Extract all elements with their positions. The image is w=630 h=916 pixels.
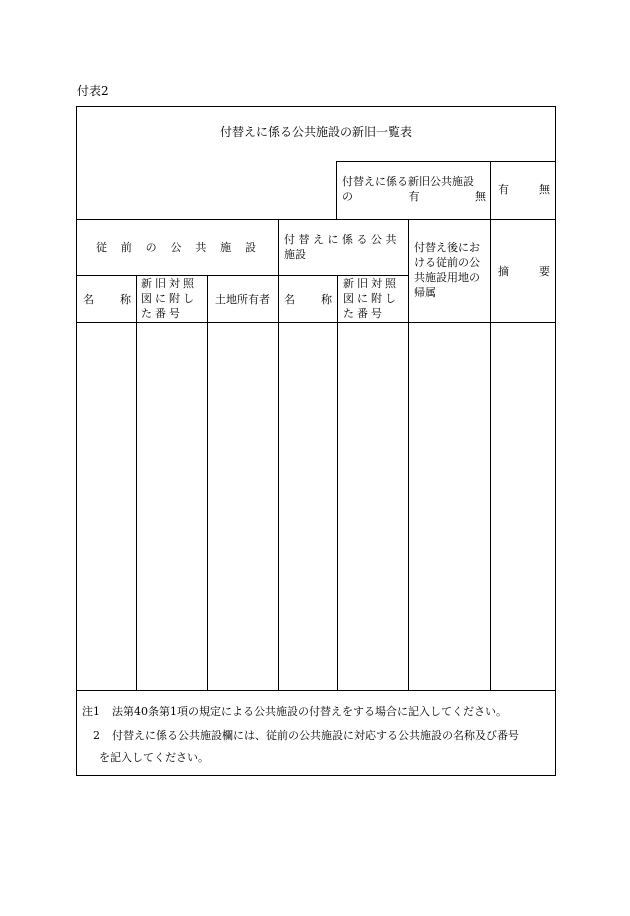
remarks-header [498,264,550,279]
new-facilities-header-line2: 施設 [284,248,306,261]
header-char: 公 [170,241,182,254]
presence-yes: 有 [498,183,509,196]
presence-label-char: の [342,190,353,203]
old-name-header [83,292,131,307]
note-1-marker: 注1 [82,705,100,718]
map-no-line: 新旧対照 [343,277,399,290]
rule-body-top [76,322,556,323]
note-1: 法第40条第1項の規定による公共施設の付替えをする場合に記入してください。 [112,705,507,718]
rule-notes-top [76,690,556,691]
header-char: 共 [195,241,207,254]
header-char: 前 [120,241,132,254]
header-char: の [145,241,157,254]
rule-presence-top [336,161,556,162]
rule-col3 [278,219,279,690]
presence-label-char: 有 [408,190,420,203]
ownership-line: ける従前の公 [414,256,480,269]
ownership-line: 付替え後にお [414,241,480,254]
rule-remarks-left [490,161,491,690]
map-no-line: 図に附し [343,292,399,305]
presence-value [498,182,550,197]
header-char: 施 [220,241,232,254]
presence-label-char: 無 [475,190,486,203]
map-no-line: 新旧対照 [141,277,197,290]
old-map-number-header [141,276,205,321]
rule-header-top [76,219,556,220]
name-char: 称 [120,293,131,306]
land-owner-header: 土地所有者 [215,293,270,306]
name-char: 名 [284,293,295,306]
note-2-marker: 2 [93,729,100,742]
map-no-line: た番号 [141,307,183,320]
new-facilities-header-line1: 付替えに係る公共 [284,233,400,246]
rule-presence-left [336,161,337,219]
ownership-line: 共施設用地の [414,271,480,284]
presence-no: 無 [539,183,550,196]
rule-col1 [136,275,137,690]
note-2-line2: を記入してください。 [99,751,209,764]
header-char: 設 [244,241,256,254]
facility-table [76,106,556,776]
rule-col4 [337,275,338,690]
doc-label: 付表2 [77,84,109,98]
remarks-char: 摘 [498,265,509,278]
ownership-header [414,240,488,300]
new-name-header [284,292,332,307]
presence-label [342,174,486,204]
new-facilities-header [284,232,404,262]
table-title: 付替えに係る公共施設の新旧一覧表 [219,125,412,139]
remarks-char: 要 [539,265,550,278]
new-map-number-header [343,276,407,321]
map-no-line: た番号 [343,307,385,320]
name-char: 名 [83,293,94,306]
map-no-line: 図に附し [141,292,197,305]
presence-label-line1: 付替えに係る新旧公共施設 [342,175,474,188]
note-2-line1: 付替えに係る公共施設欄には、従前の公共施設に対応する公共施設の名称及び番号 [112,729,519,742]
header-char: 従 [96,241,107,254]
ownership-line: 帰属 [414,286,436,299]
rule-col2 [207,275,208,690]
old-facilities-header [96,240,256,255]
rule-col5 [408,219,409,690]
name-char: 称 [321,293,332,306]
presence-label-line2 [342,189,486,204]
